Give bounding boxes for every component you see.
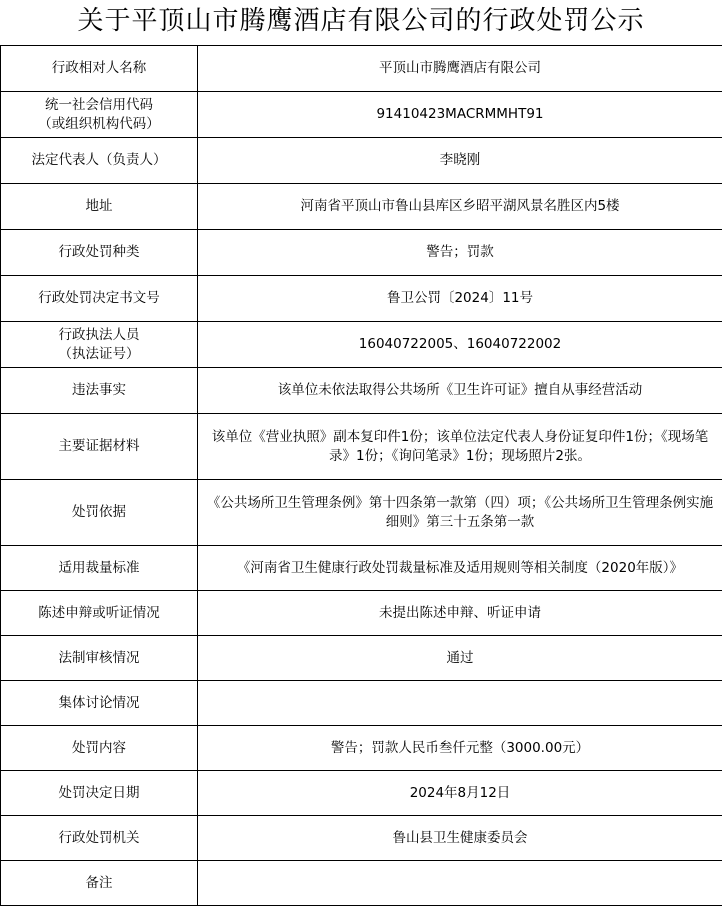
table-row [1,546,722,591]
row-value: 通过 [198,636,722,681]
penalty-info-table [0,45,722,906]
row-value [198,861,722,906]
row-label: 主要证据材料 [1,414,198,480]
table-row [1,230,722,276]
table-row [1,636,722,681]
table-row [1,480,722,546]
row-label: 行政相对人名称 [1,46,198,92]
page-title: 关于平顶山市腾鹰酒店有限公司的行政处罚公示 [0,0,722,43]
row-label [1,92,198,138]
row-label: 法制审核情况 [1,636,198,681]
table-row [1,861,722,906]
row-label: 适用裁量标准 [1,546,198,591]
row-label: 违法事实 [1,368,198,414]
row-label: 处罚决定日期 [1,771,198,816]
table-row [1,414,722,480]
row-label: 地址 [1,184,198,230]
row-value: 警告；罚款 [198,230,722,276]
table-row [1,92,722,138]
row-label: 集体讨论情况 [1,681,198,726]
table-row [1,138,722,184]
row-label [1,322,198,368]
row-label: 处罚内容 [1,726,198,771]
row-label: 处罚依据 [1,480,198,546]
row-value: 该单位《营业执照》副本复印件1份；该单位法定代表人身份证复印件1份；《现场笔录》1份；《询问笔录》1份；现场照片2张。 [198,414,722,480]
row-value: 《河南省卫生健康行政处罚裁量标准及适用规则等相关制度（2020年版）》 [198,546,722,591]
row-value: 平顶山市腾鹰酒店有限公司 [198,46,722,92]
row-value: 16040722005、16040722002 [198,322,722,368]
table-row [1,368,722,414]
row-label-line: （执法证号） [7,345,191,364]
table-row [1,46,722,92]
table-row [1,322,722,368]
row-label: 行政处罚决定书文号 [1,276,198,322]
row-label-line: 统一社会信用代码 [7,96,191,115]
row-label: 行政处罚机关 [1,816,198,861]
row-value: 2024年8月12日 [198,771,722,816]
row-value: 警告；罚款人民币叁仟元整（3000.00元） [198,726,722,771]
row-value: 91410423MACRMMHT91 [198,92,722,138]
table-row [1,726,722,771]
table-row [1,816,722,861]
row-label: 陈述申辩或听证情况 [1,591,198,636]
table-row [1,276,722,322]
row-value: 河南省平顶山市鲁山县库区乡昭平湖风景名胜区内5楼 [198,184,722,230]
row-label-line: （或组织机构代码） [7,115,191,134]
row-value: 《公共场所卫生管理条例》第十四条第一款第（四）项；《公共场所卫生管理条例实施细则》第三十五条第一款 [198,480,722,546]
row-value: 未提出陈述申辩、听证申请 [198,591,722,636]
table-row [1,681,722,726]
row-value: 李晓刚 [198,138,722,184]
table-row [1,591,722,636]
table-row [1,184,722,230]
row-value: 鲁山县卫生健康委员会 [198,816,722,861]
row-label: 法定代表人（负责人） [1,138,198,184]
table-row [1,771,722,816]
row-label-line: 行政执法人员 [7,326,191,345]
row-value: 该单位未依法取得公共场所《卫生许可证》擅自从事经营活动 [198,368,722,414]
row-label: 备注 [1,861,198,906]
row-value [198,681,722,726]
row-value: 鲁卫公罚〔2024〕11号 [198,276,722,322]
row-label: 行政处罚种类 [1,230,198,276]
